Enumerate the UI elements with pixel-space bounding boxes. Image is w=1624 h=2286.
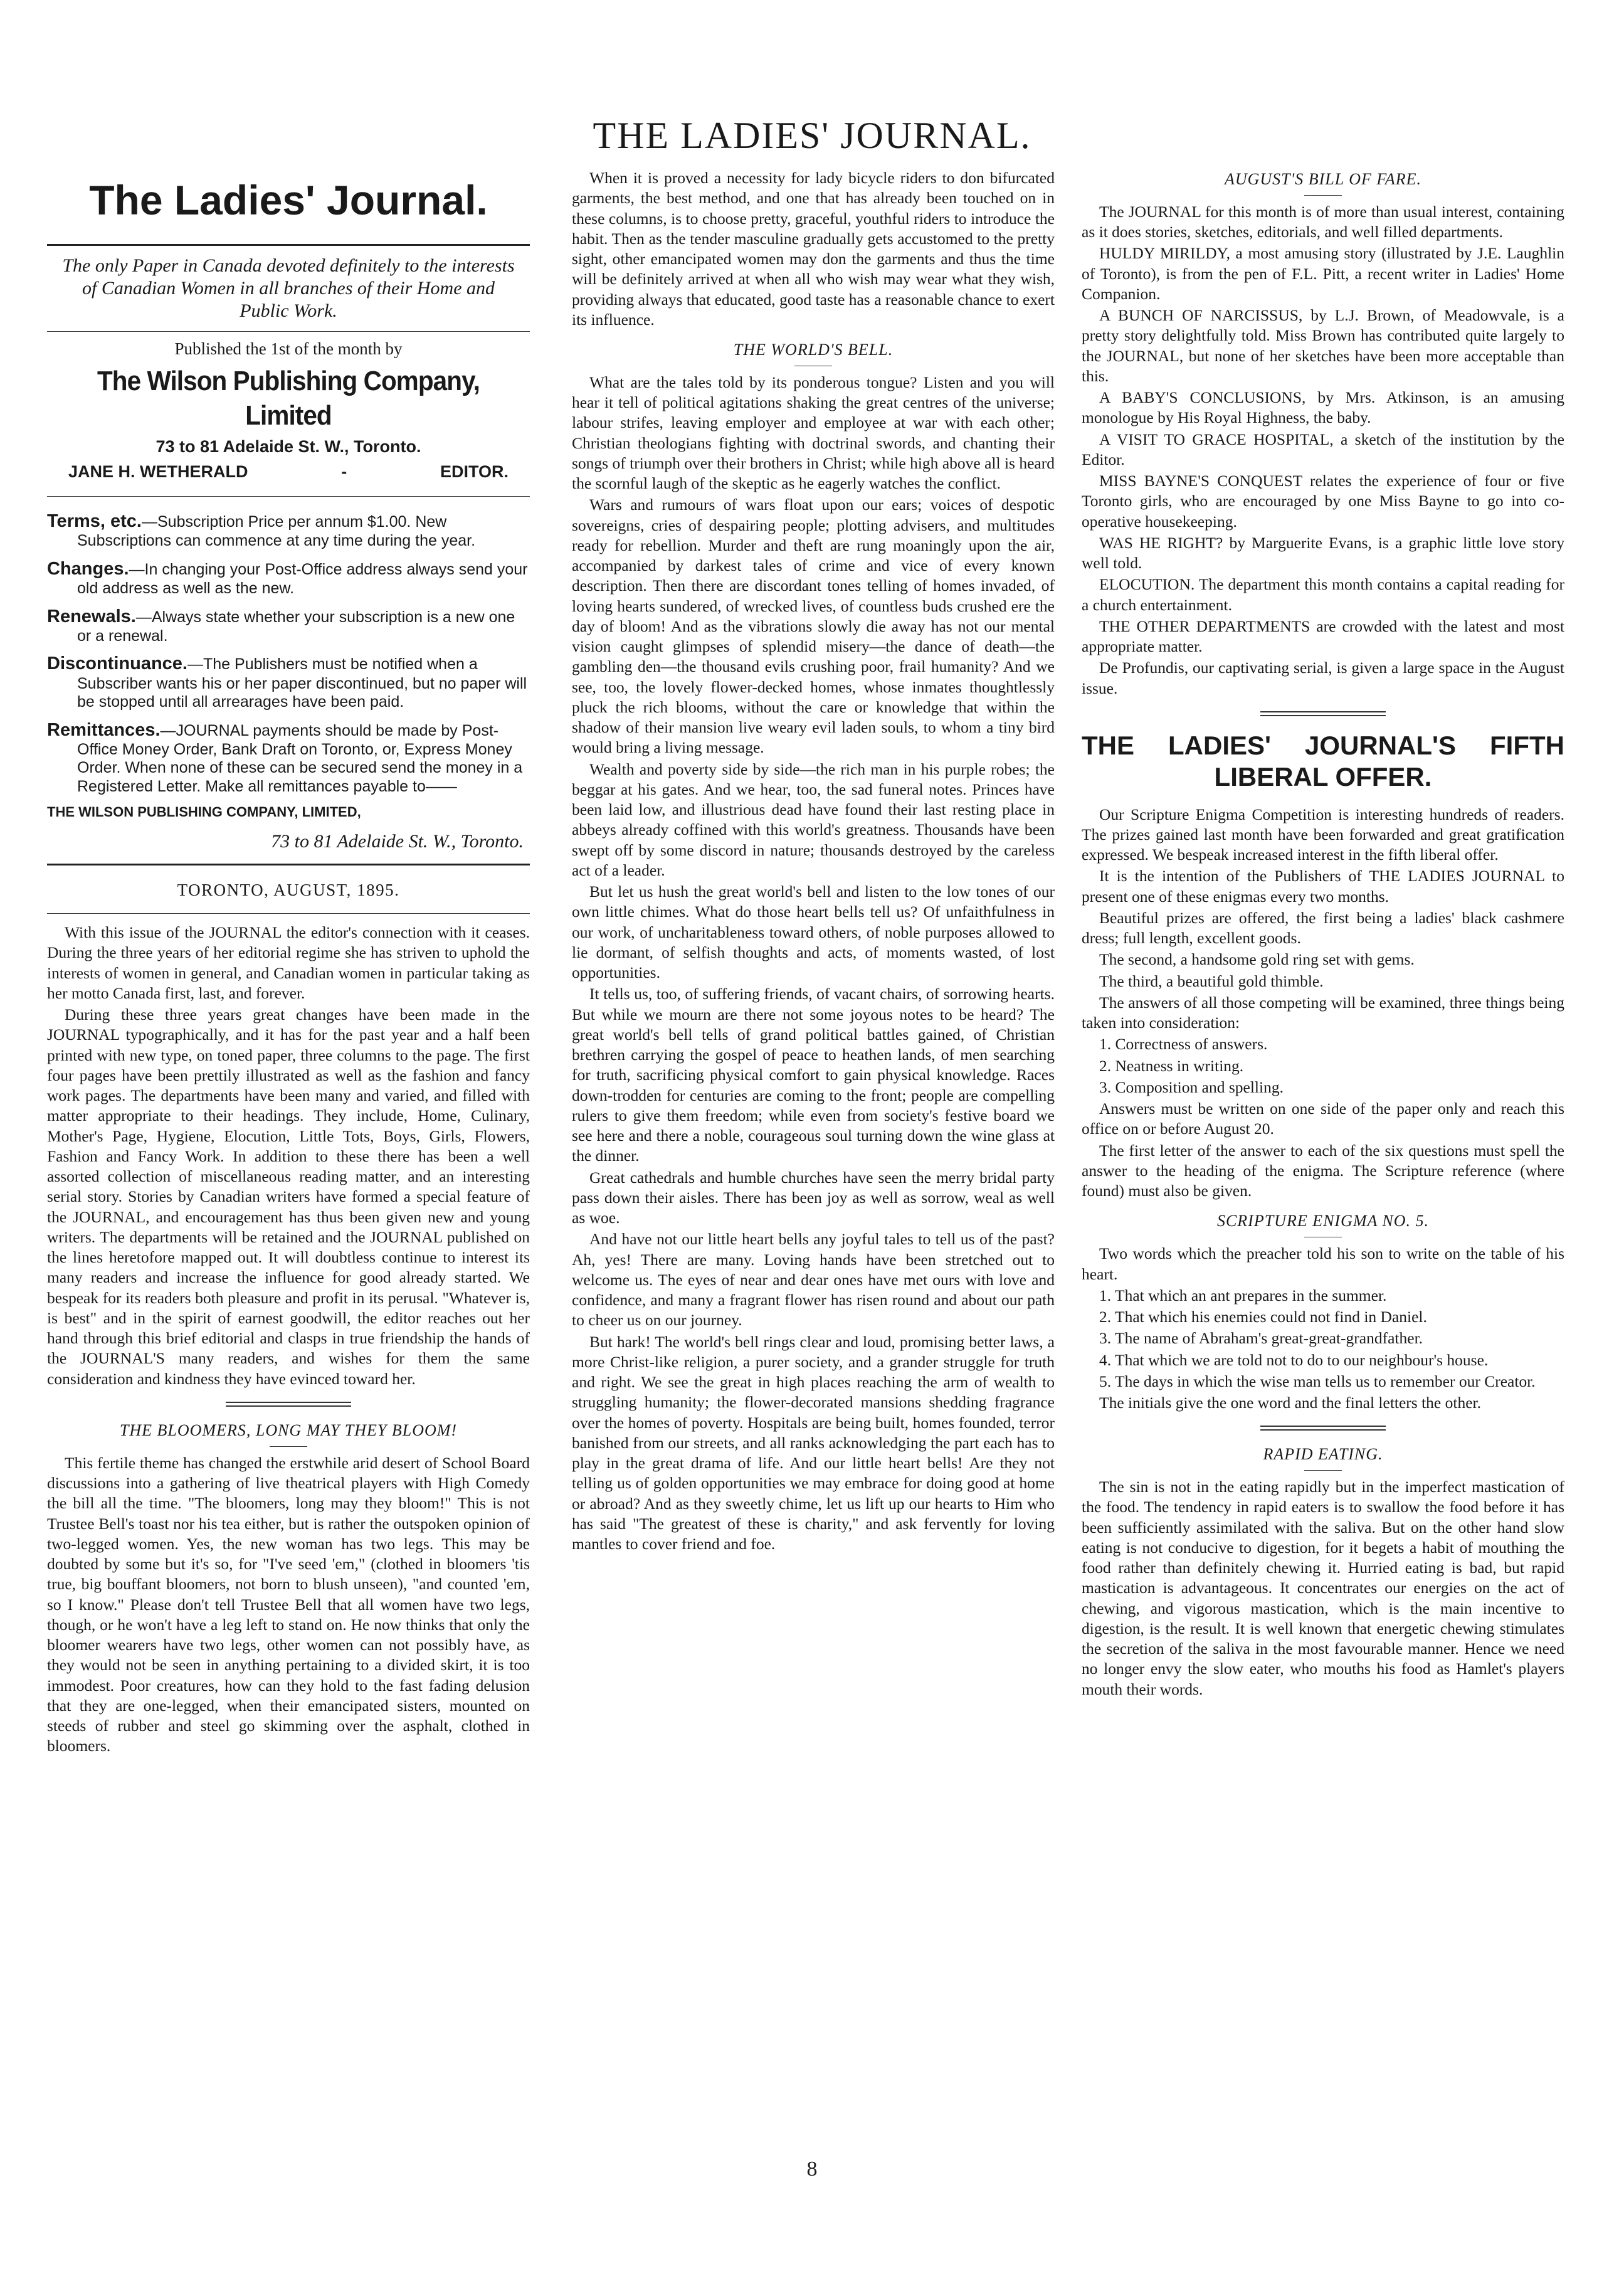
offer-paragraph: It is the intention of the Publishers of THE LADIES JOURNAL to present one of these enigmas every two months.	[1082, 867, 1564, 906]
offer-heading-word: LADIES'	[1168, 730, 1272, 760]
term-text: —Always state whether your subscription is a new one or a renewal.	[77, 608, 515, 645]
terms-block	[47, 511, 530, 854]
term-changes	[47, 558, 530, 598]
offer-paragraph: The second, a handsome gold ring set with gems.	[1099, 950, 1415, 969]
term-text: —In changing your Post-Office address always send your old address as well as the new.	[77, 560, 528, 598]
bill-paragraph: De Profundis, our captivating serial, is given a large space in the August issue.	[1082, 659, 1564, 697]
enigma-item: 1. That which an ant prepares in the summer.	[1099, 1286, 1387, 1304]
offer-heading-word: FIFTH	[1490, 730, 1564, 760]
heading-rule	[270, 1446, 307, 1447]
term-renewals	[47, 606, 530, 646]
column-1	[47, 168, 530, 1758]
term-label: Renewals.	[47, 606, 136, 627]
worlds-bell-paragraph: But let us hush the great world's bell and listen to the low tones of our own little chimes. What do those heart bells tell us? Of unfaithfulness in our work, of uncharitableness toward others, of noble purposes allowed to lie dormant, of selfish thoughts and acts, of moments wasted, of lost opportunities.	[572, 882, 1055, 982]
editor-name: JANE H. WETHERALD	[68, 462, 248, 482]
term-text: —Subscription Price per annum $1.00. New Subscriptions can commence at any time during the year.	[77, 513, 476, 550]
enigma-list	[1082, 1286, 1564, 1392]
worlds-bell-heading: THE WORLD'S BELL.	[733, 341, 894, 359]
section-divider	[1260, 1426, 1386, 1431]
bill-paragraph: ELOCUTION. The department this month contains a capital reading for a church entertainment.	[1082, 575, 1564, 614]
bloomers-paragraph: When it is proved a necessity for lady bicycle riders to don bifurcated garments, the best method, and one that has already been touched on in these columns, is to choose pretty, graceful, youthful riders to introduce the habit. Then as the tender masculine gradually gets accustomed to the pretty sight, other emancipated women may don the garments and thus the time will be definitely arrived at when all who wish may wear what they wish, providing always that educated, good taste has a reasonable chance to exert its influence.	[572, 169, 1055, 329]
remit-company: THE WILSON PUBLISHING COMPANY, LIMITED,	[47, 804, 361, 820]
offer-paragraph: Beautiful prizes are offered, the first being a ladies' black cashmere dress; full length, excellent goods.	[1082, 908, 1564, 948]
enigma-item: 3. The name of Abraham's great-great-grandfather.	[1099, 1329, 1423, 1348]
worlds-bell-paragraph: What are the tales told by its ponderous tongue? Listen and you will hear it tell of political agitations shaking the great centres of the universe; labour strifes, leaving employer and employee at war with each other; Christian theologians fighting with doctrinal swords, and chanting their songs of triumph over their brothers in Christ; while high above all is heard the scornful laugh of the skeptic as he eagerly watches the conflict.	[572, 373, 1055, 493]
running-head: THE LADIES' JOURNAL.	[593, 115, 1031, 156]
column-2	[572, 168, 1055, 1555]
bloomers-heading: THE BLOOMERS, LONG MAY THEY BLOOM!	[119, 1421, 458, 1439]
bill-paragraph: A BUNCH OF NARCISSUS, by L.J. Brown, of Meadowvale, is a pretty story delightfully told. Miss Brown has contributed quite largely to the JOURNAL, but none of her sketches have been more acceptable than this.	[1082, 306, 1564, 385]
term-terms	[47, 511, 530, 551]
published-line: Published the 1st of the month by	[174, 339, 403, 359]
term-discontinuance	[47, 653, 530, 711]
term-remittances	[47, 719, 530, 796]
bill-paragraph: The JOURNAL for this month is of more than usual interest, containing as it does stories, sketches, editorials, and well filled departments.	[1082, 202, 1564, 241]
publisher-company: The Wilson Publishing Company, Limited	[97, 365, 480, 431]
editor-separator: -	[341, 462, 347, 482]
worlds-bell-paragraph: But hark! The world's bell rings clear and loud, promising better laws, a more Christ-like religion, a purer society, and a grander struggle for truth and right. We see the great in high places reaching the arm of wealth to struggling humanity; the flower-decorated mansions shedding fragrance over the homes of poverty. Hospitals are being built, homes founded, terror banished from our streets, and all ranks acknowledging the part each has to play in the great drama of life. And our little heart bells! Are they not telling us of golden opportunities we may embrace for doing good at home or abroad? And as they sweetly chime, let us lift up our hearts to Him who has said "The greatest of these is charity," and ask fervently for loving mantles to cover friend and foe.	[572, 1332, 1055, 1553]
offer-paragraph: Answers must be written on one side of the paper only and reach this office on or before August 20.	[1082, 1099, 1564, 1138]
heading-rule	[1304, 195, 1342, 196]
fifth-offer-heading	[1082, 730, 1564, 793]
bill-paragraph: THE OTHER DEPARTMENTS are crowded with the latest and most appropriate matter.	[1082, 616, 1564, 656]
enigma-item: 5. The days in which the wise man tells us to remember our Creator.	[1099, 1372, 1536, 1390]
offer-paragraph: The answers of all those competing will be examined, three things being taken into consideration:	[1082, 993, 1564, 1032]
bill-paragraph: A VISIT TO GRACE HOSPITAL, a sketch of the institution by the Editor.	[1082, 430, 1564, 468]
page-number: 8	[806, 2157, 818, 2181]
masthead-rule-bottom	[47, 496, 530, 497]
masthead-rule-top	[47, 244, 530, 246]
editor-title: EDITOR.	[440, 462, 509, 482]
bill-paragraph: A BABY'S CONCLUSIONS, by Mrs. Atkinson, is an amusing monologue by His Royal Highness, the baby.	[1082, 388, 1564, 427]
worlds-bell-paragraph: And have not our little heart bells any joyful tales to tell us of the past? Ah, yes! There are many. Loving hands have been stretched out to welcome us. The eyes of near and dear ones have met ours with love and confidence, and many a fragrant flower has risen round and about our path to cheer us on our journey.	[572, 1230, 1055, 1330]
bill-paragraph: MISS BAYNE'S CONQUEST relates the experience of four or five Toronto girls, who are encouraged by one Miss Bayne to go into co-operative housekeeping.	[1082, 472, 1564, 531]
enigma-intro: Two words which the preacher told his son to write on the table of his heart.	[1082, 1244, 1564, 1283]
enigma-item: 4. That which we are told not to do to our neighbour's house.	[1099, 1350, 1489, 1369]
editorial	[47, 923, 530, 1389]
bill-paragraph: HULDY MIRILDY, a most amusing story (illustrated by J.E. Laughlin of Toronto), is from the pen of F.L. Pitt, a recent writer in Ladies' Home Companion.	[1082, 244, 1564, 303]
criteria-item: 1. Correctness of answers.	[1099, 1035, 1268, 1054]
remit-address: 73 to 81 Adelaide St. W., Toronto.	[271, 831, 524, 852]
masthead-rule-mid	[47, 331, 530, 332]
rapid-eating-paragraph: The sin is not in the eating rapidly but in the imperfect mastication of the food. The tendency in rapid eaters is to swallow the food before it has been sufficiently assimilated with the saliva. But on the other hand slow eating is not conducive to digestion, for it begets a habit of mouthing the food rather than definitely chewing it. Hurried eating is bad, but rapid mastication is advantageous. It concentrates our energies on the act of chewing, and vigorous mastication, which is the main incentive to digestion, is the result. It is well known that energetic chewing stimulates the secretion of the saliva in the most favourable manner. Hence we need no longer envy the slow eater, who mouths his food as Hamlet's players mouth their words.	[1082, 1478, 1564, 1698]
offer-heading-word: JOURNAL'S	[1305, 730, 1457, 760]
editorial-paragraph: With this issue of the JOURNAL the editor's connection with it ceases. During the three years of her editorial regime she has striven to uphold the interests of women in general, and Canadian women in particular taking as her motto Canada first, last, and forever.	[47, 923, 530, 1002]
heading-rule	[1304, 1470, 1342, 1471]
section-divider	[226, 1402, 351, 1407]
dateline: TORONTO, AUGUST, 1895.	[177, 881, 400, 900]
criteria-item: 3. Composition and spelling.	[1099, 1077, 1284, 1096]
term-text: —The Publishers must be notified when a Subscriber wants his or her paper discontinued, but no paper will be stopped until all arrearages have been paid.	[77, 655, 527, 711]
publisher-address: 73 to 81 Adelaide St. W., Toronto.	[156, 437, 421, 456]
term-label: Remittances.	[47, 719, 161, 740]
masthead-title: The Ladies' Journal.	[89, 177, 488, 223]
dateline-rule-bottom	[47, 913, 530, 914]
offer-heading-line2: LIBERAL OFFER.	[1214, 762, 1432, 792]
worlds-bell-paragraph: It tells us, too, of suffering friends, of vacant chairs, of sorrowing hearts. But while we mourn are there not some joyous notes to be heard? The great world's bell tells of grand political battles gained, of Christian brethren carrying the gospel of peace to heathen lands, of men searching for truth, sacrificing physical comfort to gain physical knowledge. Races down-trodden for centuries are coming to the front; people are compelling rulers to give them freedom; while even from society's festive board we see here and there a noble, courageous soul turning down the wine glass at the dinner.	[572, 985, 1055, 1165]
enigma-heading: SCRIPTURE ENIGMA NO. 5.	[1216, 1212, 1430, 1230]
worlds-bell-paragraph: Great cathedrals and humble churches have seen the merry bridal party pass down their aisles. There has been joy as well as sorrow, weal as well as woe.	[572, 1168, 1055, 1227]
dateline-rule-top	[47, 864, 530, 865]
bloomers-paragraph: This fertile theme has changed the erstwhile arid desert of School Board discussions into a gathering of live theatrical players with High Comedy the bill all the time. "The bloomers, long may they bloom!" This is not Trustee Bell's toast nor his tea either, but is rather the outspoken opinion of two-legged women. Yes, the new woman has two legs. This may be doubted by some but it's so, for "I've seed 'em," (clothed in bloomers 'tis true, big bouffant bloomers, not born to blush unseen), "and counted 'em, so I know." Please don't tell Trustee Bell that all women have two legs, though, or he won't have a leg left to stand on. He now thinks that only the bloomer wearers have two legs, other women can not possibly have, as they would not be seen in anything pertaining to a divided skirt, it is too immodest. Poor creatures, how can they hold to the fast fading delusion that they are one-legged, when their emancipated sisters, mounted on steeds of rubber and steel go skimming over the asphalt, clothed in bloomers.	[47, 1453, 530, 1755]
editor-line	[47, 457, 530, 492]
worlds-bell-paragraph: Wealth and poverty side by side—the rich man in his purple robes; the beggar at his gates. And we hear, too, the sad funeral notes. Princes have been laid low, and illustrious dead have found their last resting place in abbeys already coffined with this world's greatness. Thousands have been swept off by some discord in nature; thousands destroyed by the careless act of a leader.	[572, 759, 1055, 879]
worlds-bell-paragraph: Wars and rumours of wars float upon our ears; voices of despotic sovereigns, cries of despairing people; plotting advisers, and multitudes ready for rebellion. Murder and theft are rung moaningly upon the air, accompanied by darkest tales of crime and vice of every known description. Then there are discordant tones telling of homes invaded, of loving hearts sundered, of wrecked lives, of countless buds crushed ere the day of bloom! And as the vibrations slowly die away has not our mental vision caught glimpses of splendid misery—the dance of death—the gambling den—the thousand evils crushing poor, frail humanity? And we see, too, the lovely flower-decked homes, whose inmates thoughtlessly pluck the rich blooms, without the care or knowledge that within the shadow of their mansion live weary evil laden souls, to whom a tiny bird would bring a living message.	[572, 495, 1055, 757]
rapid-eating-heading: RAPID EATING.	[1263, 1445, 1383, 1464]
bill-of-fare-heading: AUGUST'S BILL OF FARE.	[1224, 170, 1422, 188]
enigma-item: 2. That which his enemies could not find in Daniel.	[1099, 1308, 1427, 1326]
offer-paragraph: Our Scripture Enigma Competition is interesting hundreds of readers. The prizes gained last month have been forwarded and great gratification expressed. We bespeak increased interest in the fifth liberal offer.	[1082, 805, 1564, 864]
editorial-paragraph: During these three years great changes have been made in the JOURNAL typographically, and it has for the past year and a half been printed with new type, on toned paper, three columns to the page. The first four pages have been prettily illustrated as well as the fashion and fancy work pages. The departments have been many and varied, and filled with matter appropriate to their headings. They include, Home, Culinary, Mother's Page, Hygiene, Elocution, Little Tots, Boys, Girls, Flowers, Fashion and Fancy Work. In addition to these there has been a well assorted collection of miscellaneous reading matter, and an interesting serial story. Stories by Canadian writers have formed a special feature of the JOURNAL, and encouragement has thus been given new and young writers. The departments will be retained and the JOURNAL published on the lines heretofore mapped out. It will doubtless continue to interest its many readers and increase the influence for good already started. We bespeak for its readers both pleasure and profit in its perusal. "Whatever is, is best" and in the spirit of earnest goodwill, the editor reaches out her hand through this brief editorial and clasps in true friendship the hands of the JOURNAL'S many readers, and wishes for them the same consideration and kindness they have evinced toward her.	[47, 1005, 530, 1388]
enigma-outro: The initials give the one word and the final letters the other.	[1099, 1394, 1481, 1412]
section-divider	[1260, 711, 1386, 716]
term-text: —JOURNAL payments should be made by Post-Office Money Order, Bank Draft on Toronto, or, Express Money Order. When none of these can be secured send the money in a Registered Letter. Make all remittances payable to——	[77, 721, 523, 795]
term-label: Discontinuance.	[47, 654, 187, 674]
term-label: Terms, etc.	[47, 511, 142, 532]
bill-paragraph: WAS HE RIGHT? by Marguerite Evans, is a graphic little love story well told.	[1082, 533, 1564, 573]
masthead-tagline: The only Paper in Canada devoted definitely to the interests of Canadian Women in all branches of their Home and Public Work.	[62, 255, 515, 322]
criteria-list	[1082, 1034, 1564, 1098]
offer-paragraph: The first letter of the answer to each of the six questions must spell the answer to the heading of the enigma. The Scripture reference (where found) must also be given.	[1082, 1141, 1564, 1200]
offer-heading-word: THE	[1082, 730, 1134, 760]
column-3	[1082, 168, 1564, 1701]
criteria-item: 2. Neatness in writing.	[1099, 1056, 1244, 1075]
offer-paragraph: The third, a beautiful gold thimble.	[1099, 971, 1324, 990]
term-label: Changes.	[47, 558, 129, 579]
